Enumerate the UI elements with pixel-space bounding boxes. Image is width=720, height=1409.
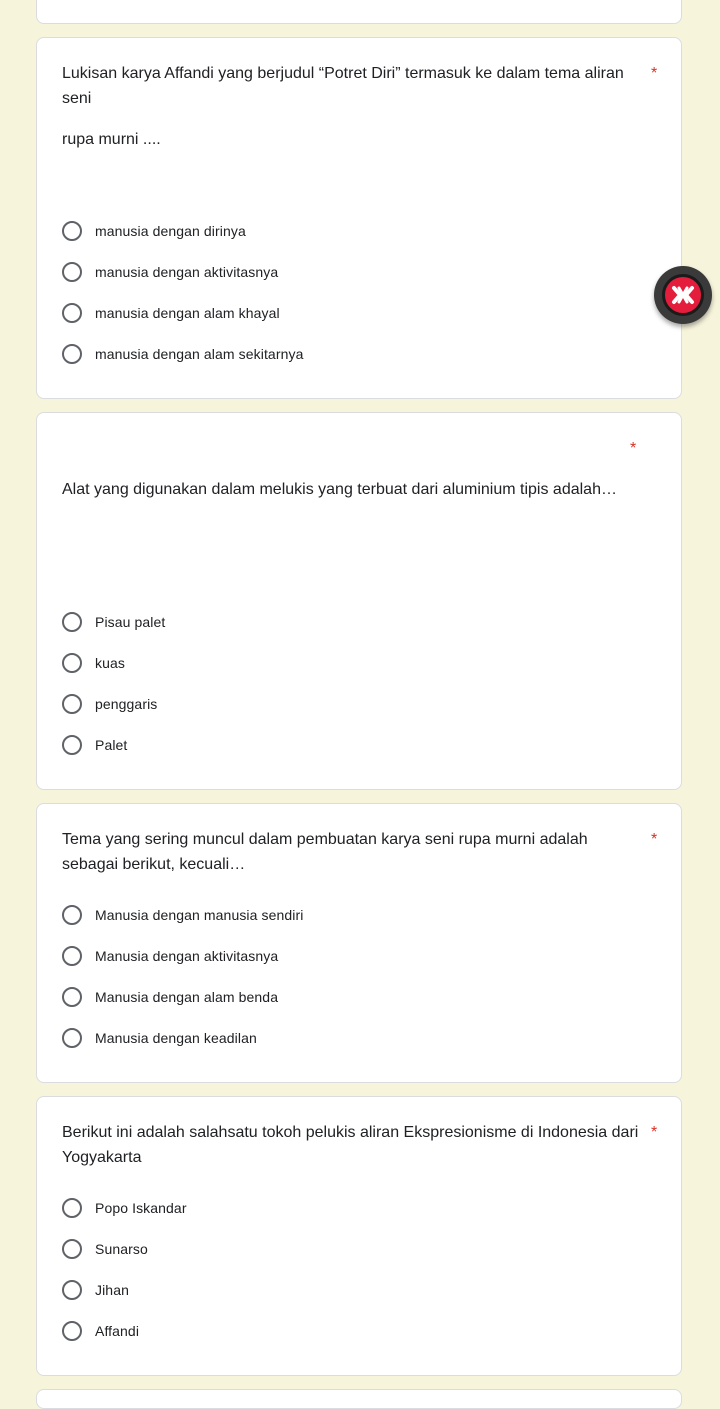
option-label: Affandi — [95, 1323, 140, 1339]
option-label: Popo Iskandar — [95, 1200, 187, 1216]
option-label: Manusia dengan alam benda — [95, 989, 279, 1005]
option-radio[interactable] — [62, 219, 246, 243]
floating-button-face — [662, 274, 704, 316]
required-asterisk: * — [651, 65, 658, 82]
radio-button[interactable] — [62, 694, 82, 714]
option-radio[interactable] — [62, 1237, 148, 1261]
option-radio[interactable] — [62, 610, 165, 634]
radio-button[interactable] — [62, 221, 82, 241]
option-label: Palet — [95, 737, 128, 753]
radio-button[interactable] — [62, 344, 82, 364]
radio-button[interactable] — [62, 262, 82, 282]
required-asterisk: * — [651, 831, 658, 848]
radio-button[interactable] — [62, 1198, 82, 1218]
option-label: penggaris — [95, 696, 158, 712]
radio-button[interactable] — [62, 735, 82, 755]
radio-button[interactable] — [62, 946, 82, 966]
option-label: manusia dengan alam khayal — [95, 305, 280, 321]
option-label: Manusia dengan manusia sendiri — [95, 907, 304, 923]
radio-button[interactable] — [62, 1028, 82, 1048]
option-label: Jihan — [95, 1282, 129, 1298]
question-subtitle: rupa murni .... — [62, 131, 161, 148]
radio-button[interactable] — [62, 1239, 82, 1259]
question-title: Lukisan karya Affandi yang berjudul “Potret Diri” termasuk ke dalam tema aliran seni — [62, 65, 624, 107]
next-question-card — [36, 1389, 682, 1409]
question-title: Alat yang digunakan dalam melukis yang terbuat dari aluminium tipis adalah… — [62, 481, 617, 498]
close-x-icon — [671, 285, 695, 305]
question-card-3 — [36, 803, 682, 1083]
option-radio[interactable] — [62, 985, 278, 1009]
option-radio[interactable] — [62, 1026, 257, 1050]
option-label: manusia dengan alam sekitarnya — [95, 346, 304, 362]
option-radio[interactable] — [62, 692, 157, 716]
option-label: kuas — [95, 655, 125, 671]
radio-button[interactable] — [62, 653, 82, 673]
question-title: Berikut ini adalah salahsatu tokoh pelukis aliran Ekspresionisme di Indonesia dari Yogyakarta — [62, 1124, 639, 1166]
option-radio[interactable] — [62, 733, 127, 757]
option-radio[interactable] — [62, 1278, 129, 1302]
option-label: Manusia dengan aktivitasnya — [95, 948, 279, 964]
radio-button[interactable] — [62, 1321, 82, 1341]
option-radio[interactable] — [62, 342, 303, 366]
previous-question-card — [36, 0, 682, 24]
floating-overlay-button[interactable] — [654, 266, 712, 324]
required-asterisk: * — [651, 1124, 658, 1141]
option-radio[interactable] — [62, 651, 125, 675]
option-radio[interactable] — [62, 260, 278, 284]
question-title: Tema yang sering muncul dalam pembuatan karya seni rupa murni adalah sebagai berikut, kecuali… — [62, 831, 588, 873]
option-label: Pisau palet — [95, 614, 166, 630]
option-label: manusia dengan dirinya — [95, 223, 246, 239]
radio-button[interactable] — [62, 987, 82, 1007]
option-radio[interactable] — [62, 1319, 139, 1343]
radio-button[interactable] — [62, 612, 82, 632]
option-label: Sunarso — [95, 1241, 148, 1257]
question-card-2 — [36, 412, 682, 790]
option-radio[interactable] — [62, 301, 280, 325]
question-card-4 — [36, 1096, 682, 1376]
radio-button[interactable] — [62, 303, 82, 323]
radio-button[interactable] — [62, 1280, 82, 1300]
required-asterisk: * — [630, 440, 637, 457]
option-radio[interactable] — [62, 944, 278, 968]
option-radio[interactable] — [62, 903, 303, 927]
option-label: manusia dengan aktivitasnya — [95, 264, 279, 280]
question-card-1 — [36, 37, 682, 399]
option-radio[interactable] — [62, 1196, 187, 1220]
option-label: Manusia dengan keadilan — [95, 1030, 257, 1046]
radio-button[interactable] — [62, 905, 82, 925]
